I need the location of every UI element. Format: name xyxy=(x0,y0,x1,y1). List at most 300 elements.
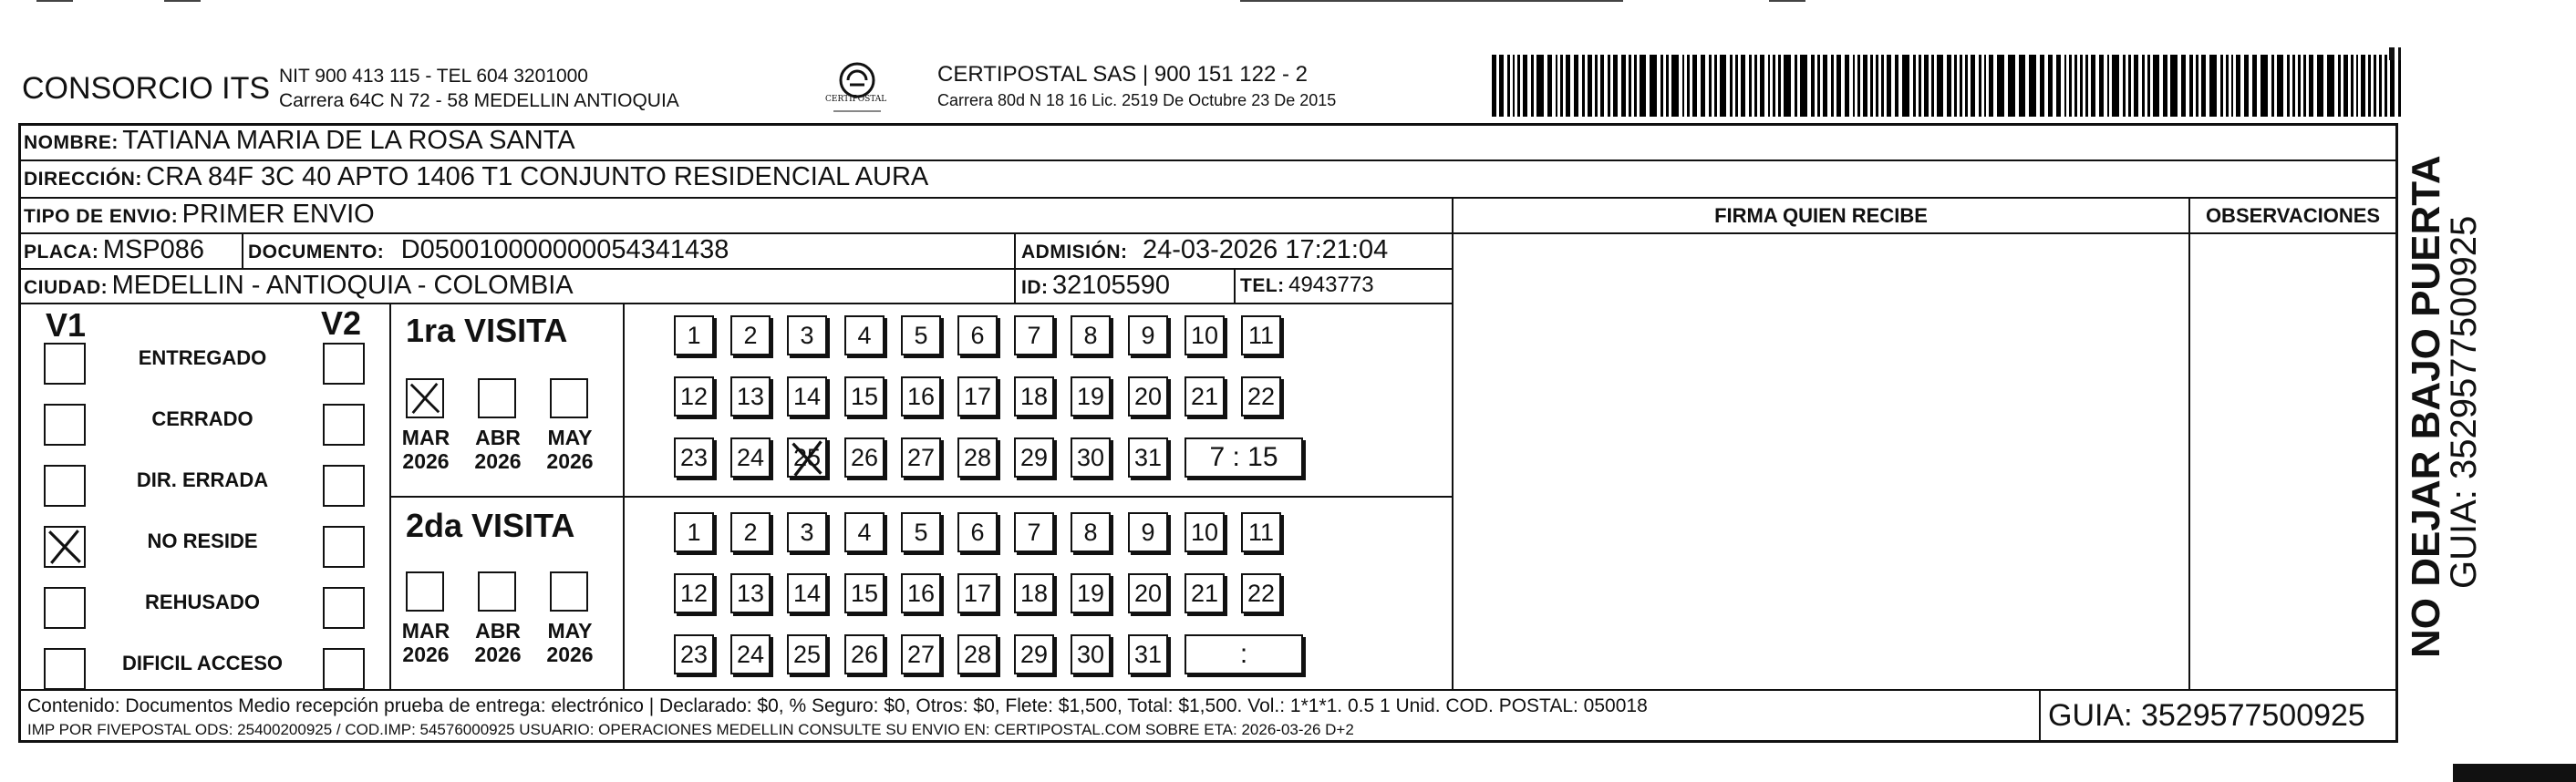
barcode-bar xyxy=(1984,55,1987,117)
tipo-value: PRIMER ENVIO xyxy=(181,200,375,229)
visit1-day-21[interactable]: 21 xyxy=(1185,376,1225,417)
barcode-bar xyxy=(1671,55,1679,117)
visit1-day-11[interactable]: 11 xyxy=(1241,315,1281,355)
barcode-bar xyxy=(2231,55,2234,117)
barcode-bar xyxy=(1881,55,1884,117)
barcode-bar xyxy=(2252,55,2257,117)
barcode-bar xyxy=(1863,55,1867,117)
barcode-bar xyxy=(1714,55,1717,117)
month-label xyxy=(461,426,534,473)
scan-edge xyxy=(1240,0,1623,2)
barcode-bar xyxy=(2271,55,2274,117)
v1-checkbox[interactable] xyxy=(44,343,86,385)
barcode-bar xyxy=(1720,55,1727,117)
direccion-field xyxy=(24,162,928,192)
barcode-bar xyxy=(1595,55,1598,117)
barcode-bar xyxy=(1760,55,1764,117)
barcode-bar xyxy=(2153,55,2160,117)
visit2-title: 2da VISITA xyxy=(406,507,575,544)
visit1-day-1[interactable]: 1 xyxy=(674,315,714,355)
barcode-bar xyxy=(1566,55,1570,117)
status-label: NO RESIDE xyxy=(147,530,258,552)
admision-value: 24-03-2026 17:21:04 xyxy=(1142,235,1389,264)
tel-divider xyxy=(1234,268,1236,304)
barcode-bar xyxy=(1971,55,1975,117)
barcode-bar xyxy=(1513,55,1516,117)
visit2-day-12[interactable]: 12 xyxy=(674,573,714,613)
barcode-bar xyxy=(2343,55,2348,117)
barcode-bar xyxy=(1547,55,1552,117)
v1-checkbox[interactable] xyxy=(44,465,86,507)
visit2-day-13[interactable]: 13 xyxy=(730,573,771,613)
barcode-bar xyxy=(1687,55,1690,117)
barcode-bar xyxy=(1536,55,1544,117)
barcode-bar xyxy=(1800,55,1807,117)
barcode-bar xyxy=(2356,55,2359,117)
guia-box-divider xyxy=(2039,689,2041,742)
placa-value: MSP086 xyxy=(102,235,205,264)
barcode-bar xyxy=(1613,55,1618,117)
barcode-bar xyxy=(1795,55,1797,117)
row-line xyxy=(18,232,2398,234)
v1-header: V1 xyxy=(46,306,87,344)
month-name: MAY xyxy=(547,619,593,643)
id-label: ID: xyxy=(1021,277,1049,298)
barcode-bar xyxy=(1608,55,1610,117)
v2-checkbox[interactable] xyxy=(323,343,365,385)
v1-checkbox[interactable] xyxy=(44,648,86,690)
status-label: DIFICIL ACCESO xyxy=(121,652,283,674)
barcode-bar xyxy=(2220,55,2223,117)
barcode-bar xyxy=(1919,55,1921,117)
visit1-day-3[interactable]: 3 xyxy=(787,315,827,355)
barcode-bar xyxy=(2040,55,2044,117)
barcode-bar xyxy=(2019,55,2026,117)
barcode-bar xyxy=(1556,55,1558,117)
visit2-day-15[interactable]: 15 xyxy=(844,573,885,613)
visit1-day-10[interactable]: 10 xyxy=(1185,315,1225,355)
visit2-day-31[interactable]: 31 xyxy=(1128,634,1168,674)
month-checkbox[interactable] xyxy=(478,378,516,418)
direccion-label: DIRECCIÓN: xyxy=(24,169,142,190)
barcode-bar xyxy=(1853,55,1856,117)
visit1-day-19[interactable]: 19 xyxy=(1071,376,1111,417)
barcode-bar xyxy=(1997,55,2004,117)
barcode-bar xyxy=(1560,55,1563,117)
barcode-bar xyxy=(1749,55,1752,117)
visit1-day-26[interactable]: 26 xyxy=(844,437,885,478)
barcode-bar xyxy=(2209,55,2217,117)
scan-edge xyxy=(1769,0,1805,2)
visit2-day-19[interactable]: 19 xyxy=(1071,573,1111,613)
footer-contenido: Contenido: Documentos Medio recepción prueba de entrega: electrónico | Declarado: $0, % Seguro: $0, Otros: $0, Flete: $1,500, Total: $1,500. Vol.: 1*1*1. 0.5 1 Unid. COD. POSTAL: 050018 xyxy=(27,695,1648,716)
barcode-bar xyxy=(1682,55,1685,117)
visit1-day-29[interactable]: 29 xyxy=(1014,437,1054,478)
status-label: CERRADO xyxy=(151,407,253,430)
visit2-day-2[interactable]: 2 xyxy=(730,512,771,552)
visit2-day-8[interactable]: 8 xyxy=(1071,512,1111,552)
barcode-bar xyxy=(2244,55,2249,117)
barcode-bar xyxy=(1634,55,1637,117)
barcode-bar xyxy=(2085,55,2088,117)
barcode-bar xyxy=(1574,55,1578,117)
visit1-day-6[interactable]: 6 xyxy=(957,315,998,355)
visit1-day-22[interactable]: 22 xyxy=(1241,376,1281,417)
frame-bottom xyxy=(18,740,2398,743)
barcode-bar xyxy=(2064,55,2067,117)
visit1-day-18[interactable]: 18 xyxy=(1014,376,1054,417)
barcode-bar xyxy=(2170,55,2178,117)
visit2-day-4[interactable]: 4 xyxy=(844,512,885,552)
barcode-bar xyxy=(1831,55,1834,117)
barcode-bar xyxy=(2398,55,2401,117)
barcode-bar xyxy=(2056,55,2061,117)
direccion-value: CRA 84F 3C 40 APTO 1406 T1 CONJUNTO RESIDENCIAL AURA xyxy=(146,162,929,191)
month-name: ABR xyxy=(475,426,521,449)
month-checkbox[interactable] xyxy=(478,571,516,612)
visit1-day-5[interactable]: 5 xyxy=(901,315,941,355)
visit1-day-20[interactable]: 20 xyxy=(1128,376,1168,417)
visit1-day-9[interactable]: 9 xyxy=(1128,315,1168,355)
visit2-time-box[interactable]: : xyxy=(1185,634,1303,674)
barcode-bar xyxy=(2147,55,2150,117)
barcode-bar xyxy=(1499,55,1504,117)
firma-header: FIRMA QUIEN RECIBE xyxy=(1714,204,1928,227)
visit2-day-7[interactable]: 7 xyxy=(1014,512,1054,552)
v1-checkbox[interactable] xyxy=(44,526,86,568)
tel-field xyxy=(1240,273,1374,298)
barcode-bar xyxy=(1895,55,1899,117)
barcode-bar xyxy=(1621,55,1626,117)
barcode-bar xyxy=(1588,55,1592,117)
footer-imp: IMP POR FIVEPOSTAL ODS: 25400200925 / COD.IMP: 54576000925 USUARIO: OPERACIONES MEDELLIN CONSULTE SU ENVIO EN: CERTIPOSTAL.COM SOBRE ETA: 2026-03-26 D+2 xyxy=(27,721,1354,738)
barcode-bar xyxy=(1989,55,1993,117)
visit1-day-24[interactable]: 24 xyxy=(730,437,771,478)
scan-edge xyxy=(36,0,73,2)
tipo-label: TIPO DE ENVIO: xyxy=(24,206,179,227)
ciudad-label: CIUDAD: xyxy=(24,277,109,298)
v2-checkbox[interactable] xyxy=(323,404,365,446)
barcode-bar xyxy=(1931,55,1934,117)
corner-mark xyxy=(2453,764,2576,782)
barcode-bar xyxy=(1582,55,1585,117)
barcode-bar xyxy=(2196,55,2198,117)
ciudad-field xyxy=(24,271,574,301)
barcode-bar xyxy=(1857,55,1860,117)
month-year: 2026 xyxy=(546,449,594,473)
barcode-bar xyxy=(1784,55,1791,117)
barcode-bar xyxy=(1965,55,1968,117)
barcode-bar xyxy=(2361,55,2365,117)
visit2-day-30[interactable]: 30 xyxy=(1071,634,1111,674)
barcode-bar xyxy=(1823,55,1827,117)
visit2-day-20[interactable]: 20 xyxy=(1128,573,1168,613)
no-dejar-bajo-puerta: NO DEJAR BAJO PUERTA xyxy=(2404,155,2448,658)
barcode-bar xyxy=(1492,55,1496,117)
month-name: ABR xyxy=(475,619,521,643)
barcode-bar xyxy=(2091,55,2095,117)
documento-field xyxy=(248,235,729,265)
documento-value: D050010000000054341438 xyxy=(400,235,729,264)
visit2-day-22[interactable]: 22 xyxy=(1241,573,1281,613)
barcode-bar xyxy=(1902,55,1909,117)
barcode-bar xyxy=(2080,55,2083,117)
visit1-day-28[interactable]: 28 xyxy=(957,437,998,478)
barcode-bar xyxy=(2374,55,2376,117)
barcode-bar xyxy=(1768,55,1771,117)
admision-label: ADMISIÓN: xyxy=(1021,242,1128,262)
barcode-bar xyxy=(2008,55,2015,117)
month-name: MAR xyxy=(401,426,450,449)
barcode-bar xyxy=(1773,55,1775,117)
frame-right xyxy=(2395,123,2398,743)
placa-field xyxy=(24,235,204,265)
license-line: Carrera 80d N 18 16 Lic. 2519 De Octubre 23 De 2015 xyxy=(937,91,1337,109)
visit2-day-18[interactable]: 18 xyxy=(1014,573,1054,613)
barcode-bar xyxy=(2385,55,2387,117)
company-name: CONSORCIO ITS xyxy=(22,71,271,106)
visit1-day-31[interactable]: 31 xyxy=(1128,437,1168,478)
visit1-day-4[interactable]: 4 xyxy=(844,315,885,355)
observaciones-header: OBSERVACIONES xyxy=(2205,204,2381,227)
row-line xyxy=(18,159,2398,161)
barcode-bar xyxy=(2069,55,2072,117)
barcode-bar xyxy=(2163,55,2167,117)
visit2-day-5[interactable]: 5 xyxy=(901,512,941,552)
barcode-bar xyxy=(2303,55,2306,117)
visit-divider xyxy=(389,496,1452,498)
barcode-bar xyxy=(2309,55,2313,117)
barcode-bar xyxy=(1778,55,1781,117)
barcode-bar xyxy=(2107,55,2110,117)
month-year: 2026 xyxy=(474,449,522,473)
col-divider-obs xyxy=(2188,197,2190,689)
month-year: 2026 xyxy=(402,449,450,473)
row-line xyxy=(18,197,2398,199)
month-name: MAR xyxy=(401,619,450,643)
barcode-bar xyxy=(1523,55,1527,117)
row-line xyxy=(18,303,1452,304)
barcode-bar xyxy=(1600,55,1605,117)
barcode-bar xyxy=(1709,55,1712,117)
visit1-day-7[interactable]: 7 xyxy=(1014,315,1054,355)
v2-checkbox[interactable] xyxy=(323,648,365,690)
side-guia: GUIA: 3529577500925 xyxy=(2444,215,2484,589)
scan-mark xyxy=(2389,47,2395,60)
barcode-bar xyxy=(1817,55,1820,117)
month-year: 2026 xyxy=(402,643,450,666)
placa-divider xyxy=(242,232,243,269)
barcode xyxy=(1492,55,2404,117)
v2-checkbox[interactable] xyxy=(323,465,365,507)
id-value: 32105590 xyxy=(1051,271,1170,300)
company-nit: NIT 900 413 115 - TEL 604 3201000 xyxy=(279,66,588,87)
visit2-day-14[interactable]: 14 xyxy=(787,573,827,613)
visit2-day-3[interactable]: 3 xyxy=(787,512,827,552)
barcode-bar xyxy=(1531,55,1534,117)
barcode-bar xyxy=(1924,55,1929,117)
row-line xyxy=(18,268,1452,270)
barcode-bar xyxy=(2390,55,2395,117)
month-label xyxy=(389,619,462,666)
barcode-bar xyxy=(1887,55,1891,117)
visit1-day-8[interactable]: 8 xyxy=(1071,315,1111,355)
status-label: DIR. ERRADA xyxy=(136,468,269,491)
barcode-bar xyxy=(1507,55,1510,117)
month-checkbox[interactable] xyxy=(550,378,588,418)
barcode-bar xyxy=(1845,55,1849,117)
visit2-day-11[interactable]: 11 xyxy=(1241,512,1281,552)
barcode-bar xyxy=(1947,55,1951,117)
month-label xyxy=(533,619,606,666)
visit1-day-30[interactable]: 30 xyxy=(1071,437,1111,478)
visit2-day-24[interactable]: 24 xyxy=(730,634,771,674)
barcode-bar xyxy=(2189,55,2194,117)
visit2-day-17[interactable]: 17 xyxy=(957,573,998,613)
month-checkbox[interactable] xyxy=(406,571,444,612)
visit1-day-25[interactable]: 25 xyxy=(787,437,827,478)
barcode-bar xyxy=(2074,55,2077,117)
barcode-bar xyxy=(1811,55,1816,117)
v1-checkbox[interactable] xyxy=(44,587,86,629)
visit1-day-12[interactable]: 12 xyxy=(674,376,714,417)
barcode-bar xyxy=(1954,55,1957,117)
admision-field xyxy=(1021,235,1388,265)
barcode-bar xyxy=(1741,55,1745,117)
frame-left xyxy=(18,123,21,743)
month-label xyxy=(533,426,606,473)
barcode-bar xyxy=(1913,55,1916,117)
barcode-bar xyxy=(2112,55,2119,117)
visit2-day-29[interactable]: 29 xyxy=(1014,634,1054,674)
barcode-bar xyxy=(1666,55,1669,117)
status-label: ENTREGADO xyxy=(138,346,267,369)
v2-checkbox[interactable] xyxy=(323,526,365,568)
visit2-day-9[interactable]: 9 xyxy=(1128,512,1168,552)
barcode-bar xyxy=(2181,55,2186,117)
certipostal-line: CERTIPOSTAL SAS | 900 151 122 - 2 xyxy=(937,62,1308,87)
barcode-bar xyxy=(1836,55,1841,117)
barcode-bar xyxy=(1876,55,1878,117)
certipostal-logo xyxy=(828,60,886,115)
barcode-bar xyxy=(2287,55,2290,117)
barcode-bar xyxy=(1629,55,1631,117)
barcode-bar xyxy=(2236,55,2240,117)
barcode-bar xyxy=(2327,55,2334,117)
visit1-day-16[interactable]: 16 xyxy=(901,376,941,417)
barcode-bar xyxy=(1701,55,1705,117)
barcode-bar xyxy=(2123,55,2126,117)
placa-label: PLACA: xyxy=(24,242,99,262)
visit2-day-28[interactable]: 28 xyxy=(957,634,998,674)
visit2-day-26[interactable]: 26 xyxy=(844,634,885,674)
ciudad-value: MEDELLIN - ANTIOQUIA - COLOMBIA xyxy=(111,271,574,300)
visit1-day-15[interactable]: 15 xyxy=(844,376,885,417)
barcode-bar xyxy=(2142,55,2145,117)
barcode-bar xyxy=(2029,55,2036,117)
logo-caption: CERTIPOSTAL xyxy=(825,95,887,104)
barcode-bar xyxy=(1730,55,1733,117)
barcode-bar xyxy=(2128,55,2131,117)
row-line xyxy=(18,689,2398,691)
visit2-day-25[interactable]: 25 xyxy=(787,634,827,674)
barcode-bar xyxy=(1735,55,1738,117)
col-divider-firma xyxy=(1452,197,1454,689)
footer-guia: GUIA: 3529577500925 xyxy=(2048,698,2365,733)
documento-label: DOCUMENTO: xyxy=(248,242,385,262)
barcode-bar xyxy=(1754,55,1757,117)
month-year: 2026 xyxy=(474,643,522,666)
barcode-bar xyxy=(1937,55,1944,117)
barcode-bar xyxy=(1640,55,1647,117)
tel-label: TEL: xyxy=(1240,275,1285,296)
visit1-day-27[interactable]: 27 xyxy=(901,437,941,478)
barcode-bar xyxy=(2298,55,2301,117)
status-label: REHUSADO xyxy=(145,591,260,613)
visit2-day-1[interactable]: 1 xyxy=(674,512,714,552)
barcode-bar xyxy=(2260,55,2268,117)
barcode-bar xyxy=(2201,55,2206,117)
visit1-day-14[interactable]: 14 xyxy=(787,376,827,417)
barcode-bar xyxy=(2379,55,2382,117)
visit1-day-2[interactable]: 2 xyxy=(730,315,771,355)
barcode-bar xyxy=(1870,55,1873,117)
visit1-day-13[interactable]: 13 xyxy=(730,376,771,417)
visit2-day-23[interactable]: 23 xyxy=(674,634,714,674)
barcode-bar xyxy=(1650,55,1657,117)
tel-value: 4943773 xyxy=(1288,273,1374,297)
month-label xyxy=(461,619,534,666)
edge-mark xyxy=(2398,47,2401,60)
month-label xyxy=(389,426,462,473)
barcode-bar xyxy=(1960,55,1962,117)
barcode-bar xyxy=(2048,55,2053,117)
barcode-bar xyxy=(2338,55,2341,117)
barcode-bar xyxy=(2292,55,2295,117)
admision-divider xyxy=(1014,232,1016,304)
visit2-day-6[interactable]: 6 xyxy=(957,512,998,552)
company-address: Carrera 64C N 72 - 58 MEDELLIN ANTIOQUIA xyxy=(279,90,679,111)
v2-header: V2 xyxy=(321,304,362,342)
barcode-bar xyxy=(1979,55,1981,117)
visit1-day-17[interactable]: 17 xyxy=(957,376,998,417)
nombre-label: NOMBRE: xyxy=(24,132,119,153)
barcode-bar xyxy=(2317,55,2324,117)
visit2-day-21[interactable]: 21 xyxy=(1185,573,1225,613)
visit1-day-23[interactable]: 23 xyxy=(674,437,714,478)
tipo-envio-field xyxy=(24,200,375,230)
barcode-bar xyxy=(2351,55,2354,117)
id-field xyxy=(1021,271,1170,301)
barcode-bar xyxy=(2134,55,2138,117)
visit2-day-27[interactable]: 27 xyxy=(901,634,941,674)
barcode-bar xyxy=(1517,55,1520,117)
month-checkbox[interactable] xyxy=(406,378,444,418)
barcode-bar xyxy=(1692,55,1697,117)
month-checkbox[interactable] xyxy=(550,571,588,612)
barcode-bar xyxy=(2099,55,2104,117)
v2-checkbox[interactable] xyxy=(323,587,365,629)
v1-checkbox[interactable] xyxy=(44,404,86,446)
barcode-bar xyxy=(1660,55,1663,117)
visit2-day-10[interactable]: 10 xyxy=(1185,512,1225,552)
visit1-time-box[interactable]: 7 : 15 xyxy=(1185,437,1303,478)
barcode-bar xyxy=(2277,55,2284,117)
scan-edge xyxy=(164,0,201,2)
visit1-title: 1ra VISITA xyxy=(406,312,568,349)
nombre-field xyxy=(24,126,575,156)
visit2-day-16[interactable]: 16 xyxy=(901,573,941,613)
